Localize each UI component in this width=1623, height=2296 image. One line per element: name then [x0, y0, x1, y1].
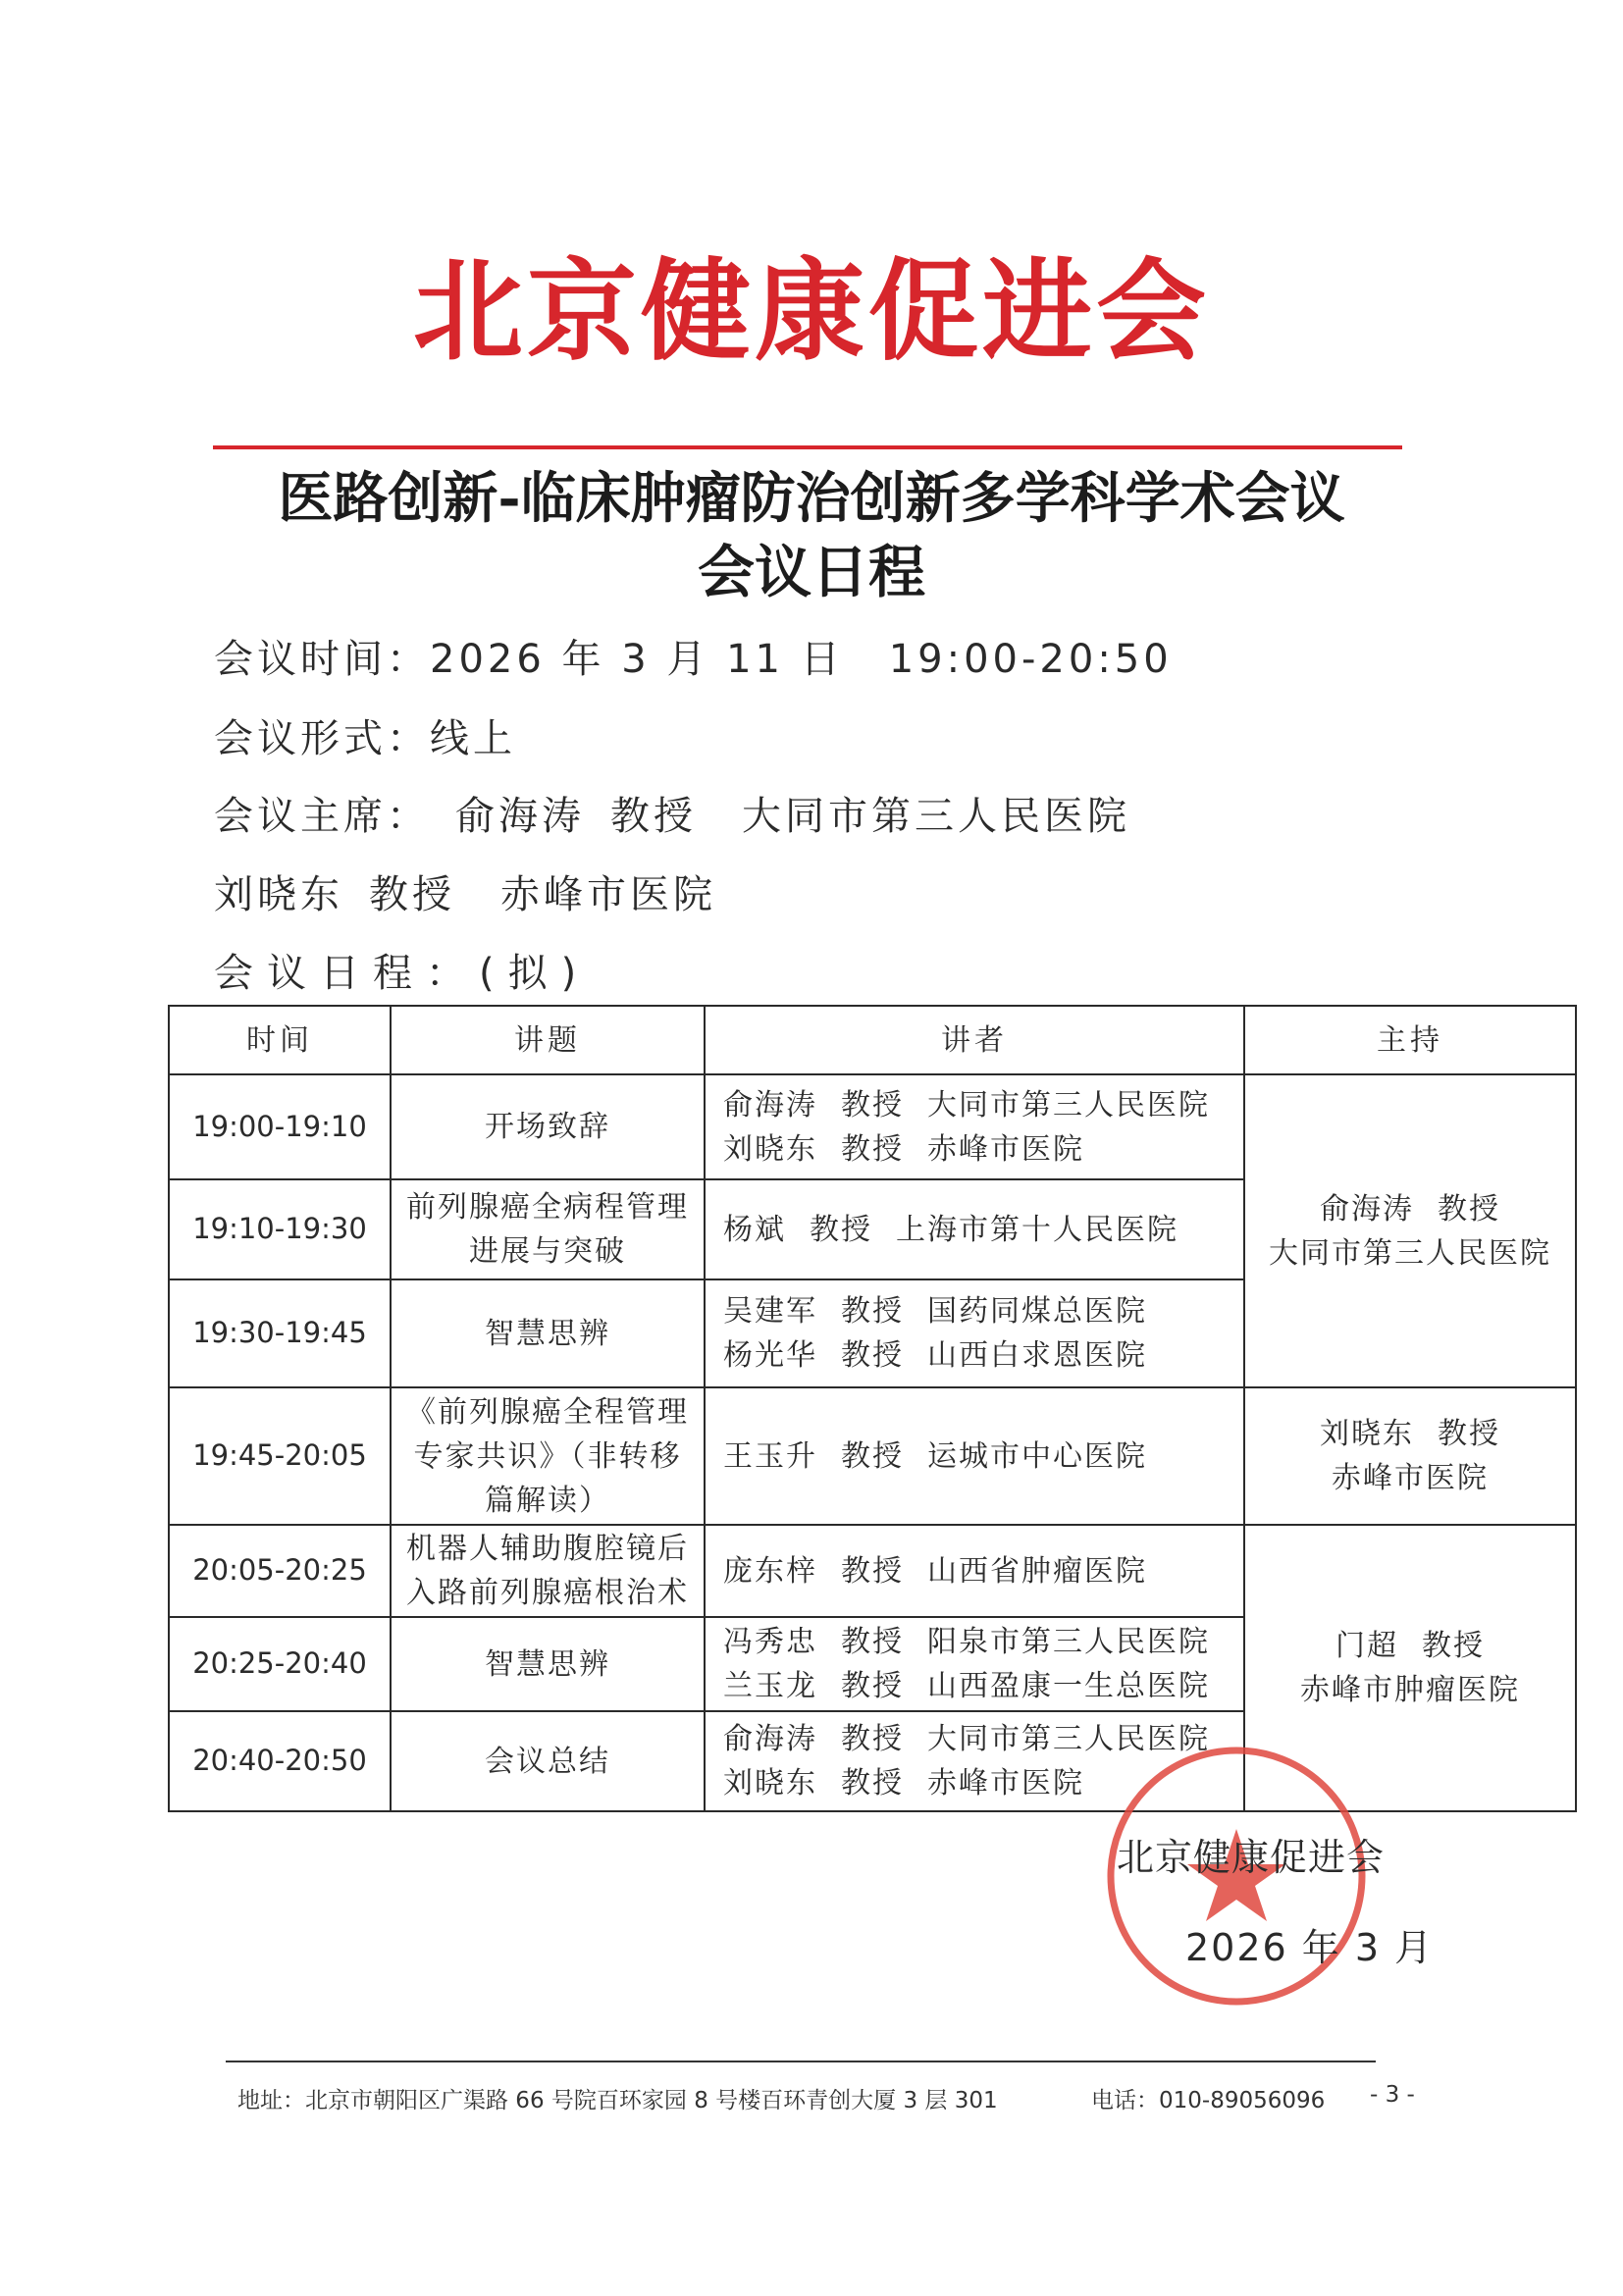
- chair2-title: 教授: [369, 872, 455, 917]
- row-time: 19:10-19:30: [169, 1179, 391, 1279]
- speaker-org: 运城市中心医院: [927, 1438, 1147, 1474]
- row-topic: [391, 1179, 705, 1279]
- footer-rule: [226, 2061, 1376, 2062]
- row-time: 20:25-20:40: [169, 1617, 391, 1711]
- host-org: 赤峰市医院: [1332, 1461, 1489, 1495]
- meeting-format-value: 线上: [430, 716, 516, 761]
- speaker-line: [723, 1083, 1243, 1127]
- row-topic: [391, 1387, 705, 1525]
- host-title: 教授: [1422, 1629, 1485, 1663]
- schedule-table: [168, 1005, 1577, 1812]
- speaker-line: [723, 1333, 1243, 1378]
- header-time: 时间: [169, 1006, 391, 1074]
- speaker-title: 教授: [841, 1087, 904, 1122]
- row-speakers: [705, 1387, 1244, 1525]
- speaker-org: 大同市第三人民医院: [927, 1722, 1210, 1756]
- meeting-time-range: 19:00-20:50: [888, 637, 1173, 682]
- table-row: [169, 1525, 1576, 1617]
- row-topic: [391, 1617, 705, 1711]
- host-line: [1245, 1624, 1575, 1668]
- signature-date: 2026 年 3 月: [1185, 1926, 1435, 1969]
- row-topic: [391, 1711, 705, 1811]
- footer-phone: 电话：010-89056096: [1091, 2088, 1326, 2113]
- row-topic: [391, 1074, 705, 1179]
- row-speakers: [705, 1279, 1244, 1387]
- row-speakers: [705, 1617, 1244, 1711]
- topic-line: 篇解读）: [485, 1483, 610, 1518]
- topic-line: 《前列腺癌全程管理: [406, 1394, 689, 1430]
- topic-line: 开场致辞: [485, 1110, 610, 1144]
- speaker-line: [723, 1620, 1243, 1664]
- speaker-name: 吴建军: [723, 1294, 817, 1329]
- meeting-chair-line: [214, 794, 1130, 839]
- speaker-name: 庞东梓: [723, 1553, 817, 1589]
- host-name: 门超: [1335, 1629, 1398, 1663]
- letterhead-org-name: 北京健康促进会: [413, 247, 1210, 376]
- speaker-line: [723, 1127, 1243, 1172]
- speaker-line: [723, 1664, 1243, 1708]
- speaker-title: 教授: [841, 1338, 904, 1373]
- speaker-org: 山西省肿瘤医院: [927, 1553, 1147, 1589]
- row-topic: [391, 1525, 705, 1617]
- host-org: 赤峰市肿瘤医院: [1300, 1673, 1520, 1707]
- chair1-name: 俞海涛: [455, 794, 585, 839]
- speaker-name: 俞海涛: [723, 1722, 817, 1756]
- document-subtitle: 会议日程: [697, 539, 925, 605]
- speaker-title: 教授: [841, 1131, 904, 1167]
- speaker-org: 大同市第三人民医院: [927, 1087, 1210, 1122]
- speaker-name: 刘晓东: [723, 1766, 817, 1800]
- speaker-name: 俞海涛: [723, 1087, 817, 1122]
- speaker-title: 教授: [841, 1766, 904, 1800]
- speaker-org: 山西盈康一生总医院: [927, 1669, 1210, 1703]
- speaker-org: 山西白求恩医院: [927, 1338, 1147, 1373]
- speaker-title: 教授: [841, 1625, 904, 1659]
- meeting-schedule-line: [214, 951, 591, 996]
- meeting-time-line: [214, 637, 1173, 682]
- host-name: 俞海涛: [1320, 1191, 1414, 1226]
- meeting-format-line: [214, 716, 516, 761]
- host-cell: [1244, 1387, 1576, 1525]
- table-header-row: [169, 1006, 1576, 1074]
- header-host: 主持: [1244, 1006, 1576, 1074]
- speaker-title: 教授: [841, 1722, 904, 1756]
- document-title: 医路创新-临床肿瘤防治创新多学科学术会议: [278, 466, 1345, 531]
- table-row: [169, 1387, 1576, 1525]
- chair2-org: 赤峰市医院: [500, 872, 716, 917]
- row-speakers: [705, 1525, 1244, 1617]
- meeting-schedule-note: (拟): [479, 951, 591, 996]
- letterhead-red-rule: [213, 445, 1402, 449]
- speaker-name: 兰玉龙: [723, 1669, 817, 1703]
- speaker-line: [723, 1208, 1243, 1252]
- topic-line: 智慧思辨: [485, 1646, 610, 1682]
- host-cell: [1244, 1074, 1576, 1387]
- speaker-line: [723, 1549, 1243, 1593]
- topic-line: 进展与突破: [469, 1234, 626, 1269]
- speaker-org: 国药同煤总医院: [927, 1294, 1147, 1329]
- signature-org: 北京健康促进会: [1117, 1836, 1386, 1879]
- footer-page-number: - 3 -: [1370, 2082, 1415, 2108]
- host-org: 大同市第三人民医院: [1269, 1235, 1551, 1271]
- host-title: 教授: [1438, 1191, 1500, 1226]
- speaker-name: 杨光华: [723, 1338, 817, 1373]
- speaker-org: 阳泉市第三人民医院: [927, 1625, 1210, 1659]
- row-time: 20:05-20:25: [169, 1525, 391, 1617]
- row-speakers: [705, 1179, 1244, 1279]
- row-time: 19:00-19:10: [169, 1074, 391, 1179]
- meeting-format-label: 会议形式：: [214, 716, 430, 761]
- header-speaker: 讲者: [705, 1006, 1244, 1074]
- host-line: [1245, 1187, 1575, 1231]
- speaker-title: 教授: [841, 1294, 904, 1329]
- topic-line: 机器人辅助腹腔镜后: [406, 1532, 689, 1566]
- speaker-org: 赤峰市医院: [927, 1766, 1084, 1800]
- meeting-time-label: 会议时间：: [214, 637, 430, 682]
- meeting-chair2-line: [214, 872, 716, 917]
- speaker-org: 上海市第十人民医院: [896, 1212, 1178, 1247]
- meeting-schedule-label: 会议日程：: [214, 951, 479, 996]
- row-time: 20:40-20:50: [169, 1711, 391, 1811]
- speaker-name: 杨斌: [723, 1212, 786, 1247]
- meeting-time-date: 2026 年 3 月 11 日: [430, 637, 844, 682]
- speaker-name: 王玉升: [723, 1438, 817, 1474]
- speaker-title: 教授: [810, 1212, 872, 1247]
- speaker-title: 教授: [841, 1438, 904, 1474]
- speaker-name: 刘晓东: [723, 1131, 817, 1167]
- speaker-org: 赤峰市医院: [927, 1131, 1084, 1167]
- row-topic: [391, 1279, 705, 1387]
- chair1-title: 教授: [610, 794, 697, 839]
- host-title: 教授: [1438, 1417, 1500, 1451]
- row-speakers: [705, 1074, 1244, 1179]
- speaker-line: [723, 1435, 1243, 1479]
- topic-line: 专家共识》（非转移: [413, 1438, 682, 1474]
- host-name: 刘晓东: [1320, 1417, 1414, 1451]
- row-time: 19:45-20:05: [169, 1387, 391, 1525]
- table-row: [169, 1074, 1576, 1179]
- topic-line: 入路前列腺癌根治术: [406, 1576, 689, 1610]
- host-line: [1245, 1412, 1575, 1456]
- meeting-chair-label: 会议主席：: [214, 794, 430, 839]
- chair1-org: 大同市第三人民医院: [742, 794, 1130, 839]
- row-time: 19:30-19:45: [169, 1279, 391, 1387]
- speaker-line: [723, 1289, 1243, 1333]
- topic-line: 智慧思辨: [485, 1316, 610, 1351]
- speaker-title: 教授: [841, 1553, 904, 1589]
- speaker-name: 冯秀忠: [723, 1625, 817, 1659]
- header-topic: 讲题: [391, 1006, 705, 1074]
- footer-address: 地址：北京市朝阳区广渠路 66 号院百环家园 8 号楼百环青创大厦 3 层 301: [237, 2088, 998, 2113]
- speaker-title: 教授: [841, 1669, 904, 1703]
- topic-line: 前列腺癌全病程管理: [406, 1190, 689, 1225]
- chair2-name: 刘晓东: [214, 872, 343, 917]
- topic-line: 会议总结: [485, 1744, 610, 1779]
